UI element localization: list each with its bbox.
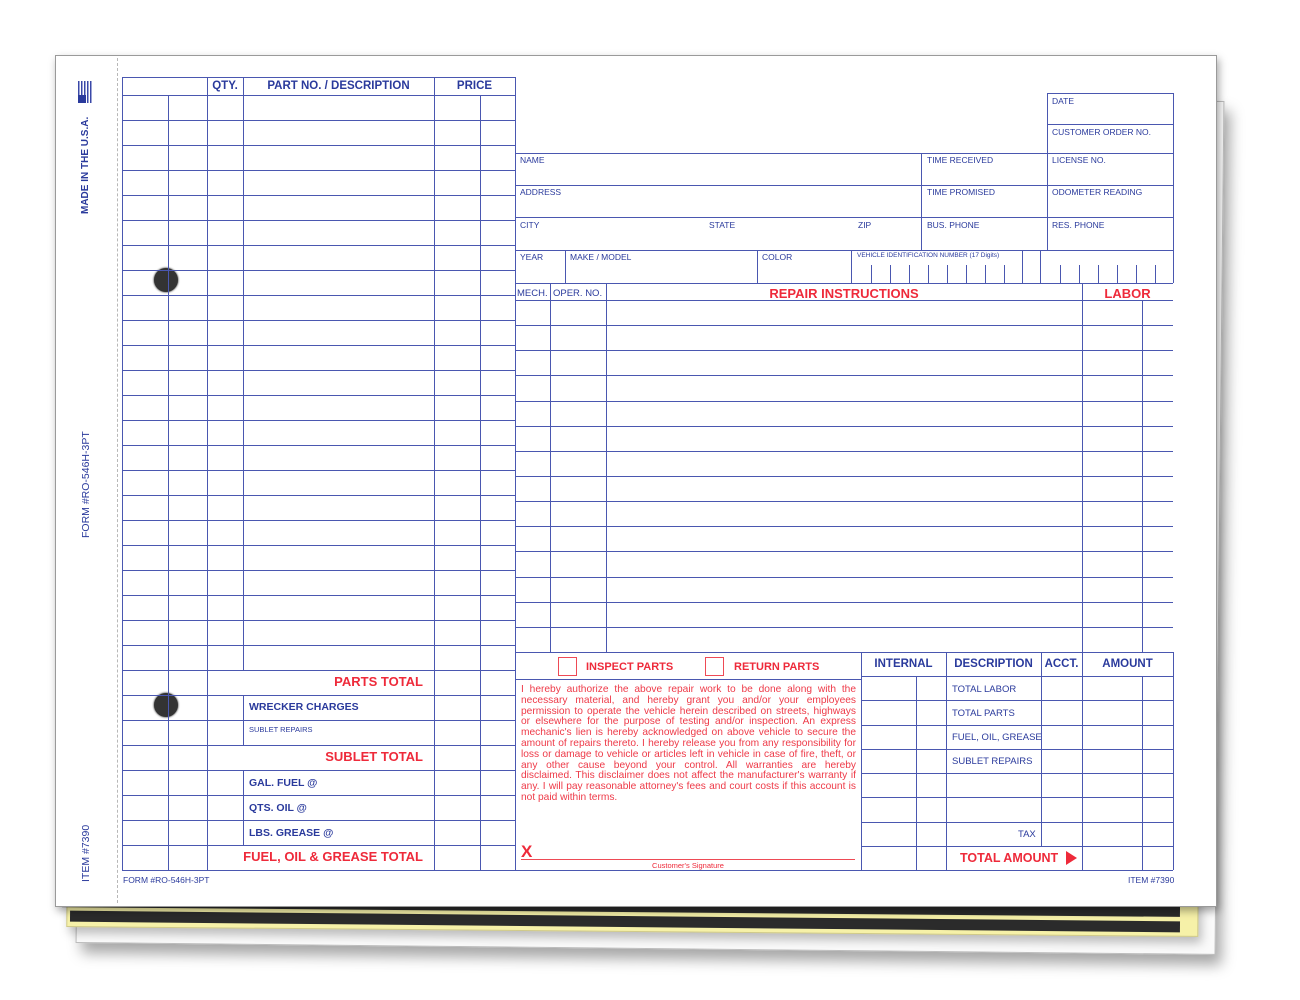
name-label: NAME (520, 155, 545, 165)
fuel-oil-grease-label: FUEL, OIL, GREASE (952, 732, 1042, 743)
mech-header: MECH. (517, 288, 548, 299)
rule-line (515, 451, 1173, 452)
tax-label: TAX (1018, 829, 1036, 840)
rule-line (565, 250, 566, 283)
rule-line (1022, 250, 1023, 283)
rule-line (122, 195, 515, 196)
rule-line (921, 153, 922, 250)
rule-line (1173, 652, 1174, 870)
rule-line (122, 520, 515, 521)
rule-line (122, 220, 515, 221)
date-label: DATE (1052, 96, 1075, 106)
signature-line[interactable] (521, 859, 855, 860)
rule-line (122, 270, 515, 271)
rule-line (122, 295, 515, 296)
sublet-total-label: SUBLET TOTAL (325, 749, 423, 764)
rule-line (515, 153, 1173, 154)
rule-line (550, 283, 551, 652)
rule-line (966, 265, 967, 283)
description-header: DESCRIPTION (954, 658, 1033, 670)
rule-line (515, 217, 1173, 218)
rule-line (434, 77, 435, 870)
color-label: COLOR (762, 252, 793, 262)
rule-line (947, 265, 948, 283)
lbs-grease-label: LBS. GREASE @ (249, 827, 334, 839)
inspect-parts-label: INSPECT PARTS (586, 661, 674, 673)
rule-line (243, 770, 244, 845)
rule-line (909, 265, 910, 283)
rule-line (861, 725, 1173, 726)
qty-header: QTY. (212, 80, 238, 92)
make-model-label: MAKE / MODEL (570, 252, 632, 262)
sublet-repairs-total-label: SUBLET REPAIRS (952, 756, 1033, 767)
customer-signature-label: Customer's Signature (652, 861, 724, 870)
bus-phone-label: BUS. PHONE (927, 220, 980, 230)
rule-line (122, 120, 515, 121)
rule-line (515, 870, 1173, 871)
rule-line (851, 250, 852, 283)
rule-line (515, 325, 1173, 326)
rule-line (122, 77, 123, 870)
vin-label: VEHICLE IDENTIFICATION NUMBER (17 Digits) (857, 252, 1000, 259)
odometer-label: ODOMETER READING (1052, 187, 1143, 197)
rule-line (871, 265, 872, 283)
acct-header: ACCT. (1044, 658, 1079, 670)
rule-line (122, 770, 515, 771)
city-label: CITY (520, 220, 540, 230)
rule-line (480, 95, 481, 870)
qts-oil-label: QTS. OIL @ (249, 802, 307, 814)
license-no-label: LICENSE NO. (1052, 155, 1106, 165)
zip-label: ZIP (858, 220, 872, 230)
rule-line (122, 845, 515, 846)
rule-line (122, 320, 515, 321)
gal-fuel-label: GAL. FUEL @ (249, 777, 318, 789)
rule-line (515, 375, 1173, 376)
rule-line (122, 595, 515, 596)
time-promised-label: TIME PROMISED (927, 187, 996, 197)
rule-line (168, 95, 169, 870)
time-received-label: TIME RECEIVED (927, 155, 994, 165)
rule-line (928, 265, 929, 283)
rule-line (1155, 265, 1156, 283)
customer-order-no-label: CUSTOMER ORDER NO. (1052, 127, 1152, 137)
rule-line (122, 170, 515, 171)
rule-line (515, 679, 861, 680)
sublet-repairs-label: SUBLET REPAIRS (249, 725, 313, 734)
rule-line (122, 370, 515, 371)
rule-line (861, 676, 1173, 677)
rule-line (122, 345, 515, 346)
rule-line (122, 545, 515, 546)
rule-line (122, 745, 515, 746)
rule-line (946, 652, 947, 870)
rule-line (122, 77, 515, 78)
rule-line (861, 822, 1173, 823)
rule-line (515, 602, 1173, 603)
rule-line (243, 77, 244, 670)
repair-instructions-header: REPAIR INSTRUCTIONS (769, 286, 919, 301)
res-phone-label: RES. PHONE (1052, 220, 1105, 230)
form-number-footer: FORM #RO-546H-3PT (123, 875, 210, 885)
rule-line (1047, 93, 1173, 94)
total-amount-label: TOTAL AMOUNT (960, 851, 1059, 865)
item-number-vertical: ITEM #7390 (80, 824, 92, 882)
state-label: STATE (709, 220, 736, 230)
rule-line (861, 773, 1173, 774)
rule-line (122, 245, 515, 246)
rule-line (1082, 283, 1083, 652)
rule-line (243, 695, 244, 745)
rule-line (985, 265, 986, 283)
rule-line (515, 300, 1173, 301)
rule-line (861, 652, 862, 870)
address-label: ADDRESS (520, 187, 562, 197)
rule-line (1060, 265, 1061, 283)
rule-line (122, 145, 515, 146)
punch-hole (154, 693, 178, 717)
rule-line (515, 350, 1173, 351)
rule-line (122, 670, 515, 671)
rule-line (122, 870, 515, 871)
usa-flag-icon (78, 81, 93, 103)
rule-line (515, 551, 1173, 552)
inspect-parts-checkbox[interactable] (558, 657, 577, 676)
signature-x-mark: X (521, 842, 533, 861)
parts-total-label: PARTS TOTAL (334, 674, 423, 689)
rule-line (515, 627, 1173, 628)
rule-line (757, 250, 758, 283)
oper-no-header: OPER. NO. (553, 288, 603, 299)
rule-line (916, 676, 917, 870)
rule-line (1117, 265, 1118, 283)
rule-line (1173, 93, 1174, 283)
authorization-text: I hereby authorize the above repair work to be done along with the necessary material, and hereby grant you and/or your employees permission to operate the vehicle herein described on streets, highways or elsewhere for the purpose of testing and/or inspection. An express mechanic's lien is hereby acknowledged on above vehicle to secure the amount of repairs thereto. I hereby release you from any responsibility for loss or damage to vehicle or articles left in vehicle in case of fire, theft, or any other cause beyond your control. All warranties are hereby disclaimed. This disclaimer does not affect the manufacturer's warranty if any. I will pay reasonable attorney's fees and court costs if this account is not paid within terms. (521, 684, 856, 803)
rule-line (122, 645, 515, 646)
rule-line (515, 577, 1173, 578)
rule-line (515, 185, 1173, 186)
rule-line (1142, 300, 1143, 652)
rule-line (606, 283, 607, 652)
rule-line (1041, 652, 1042, 846)
rule-line (207, 77, 208, 870)
rule-line (890, 265, 891, 283)
rule-line (122, 820, 515, 821)
rule-line (1098, 265, 1099, 283)
made-in-usa-label: MADE IN THE U.S.A. (80, 116, 91, 214)
rule-line (122, 395, 515, 396)
rule-line (1082, 652, 1083, 870)
rule-line (1142, 676, 1143, 870)
year-label: YEAR (520, 252, 544, 262)
labor-header: LABOR (1104, 286, 1151, 301)
arrow-right-icon (1066, 851, 1077, 865)
rule-line (515, 283, 1173, 284)
item-number-footer: ITEM #7390 (1128, 875, 1175, 885)
price-header: PRICE (456, 80, 493, 92)
total-labor-label: TOTAL LABOR (952, 684, 1017, 695)
rule-line (515, 401, 1173, 402)
rule-line (122, 620, 515, 621)
rule-line (1136, 265, 1137, 283)
rule-line (515, 526, 1173, 527)
rule-line (861, 700, 1173, 701)
rule-line (861, 797, 1173, 798)
rule-line (122, 795, 515, 796)
return-parts-label: RETURN PARTS (734, 661, 820, 673)
rule-line (122, 720, 515, 721)
fuel-oil-grease-total-label: FUEL, OIL & GREASE TOTAL (243, 849, 423, 864)
amount-header: AMOUNT (1102, 658, 1153, 670)
internal-header: INTERNAL (874, 658, 933, 670)
rule-line (515, 501, 1173, 502)
wrecker-charges-label: WRECKER CHARGES (249, 701, 359, 713)
rule-line (122, 445, 515, 446)
perforation-line (117, 58, 118, 903)
form-number-vertical: FORM #RO-546H-3PT (80, 431, 92, 538)
rule-line (122, 95, 515, 96)
rule-line (861, 749, 1173, 750)
rule-line (122, 695, 515, 696)
rule-line (515, 476, 1173, 477)
rule-line (1079, 265, 1080, 283)
rule-line (515, 250, 1173, 251)
return-parts-checkbox[interactable] (705, 657, 724, 676)
punch-hole (154, 268, 178, 292)
rule-line (1040, 250, 1041, 283)
total-parts-label: TOTAL PARTS (952, 708, 1015, 719)
rule-line (122, 420, 515, 421)
rule-line (122, 570, 515, 571)
rule-line (861, 846, 1173, 847)
rule-line (1047, 93, 1048, 250)
rule-line (122, 495, 515, 496)
part-description-header: PART NO. / DESCRIPTION (267, 80, 410, 92)
rule-line (515, 652, 1173, 653)
rule-line (515, 153, 516, 870)
rule-line (122, 470, 515, 471)
rule-line (1047, 124, 1173, 125)
rule-line (515, 426, 1173, 427)
rule-line (1004, 265, 1005, 283)
